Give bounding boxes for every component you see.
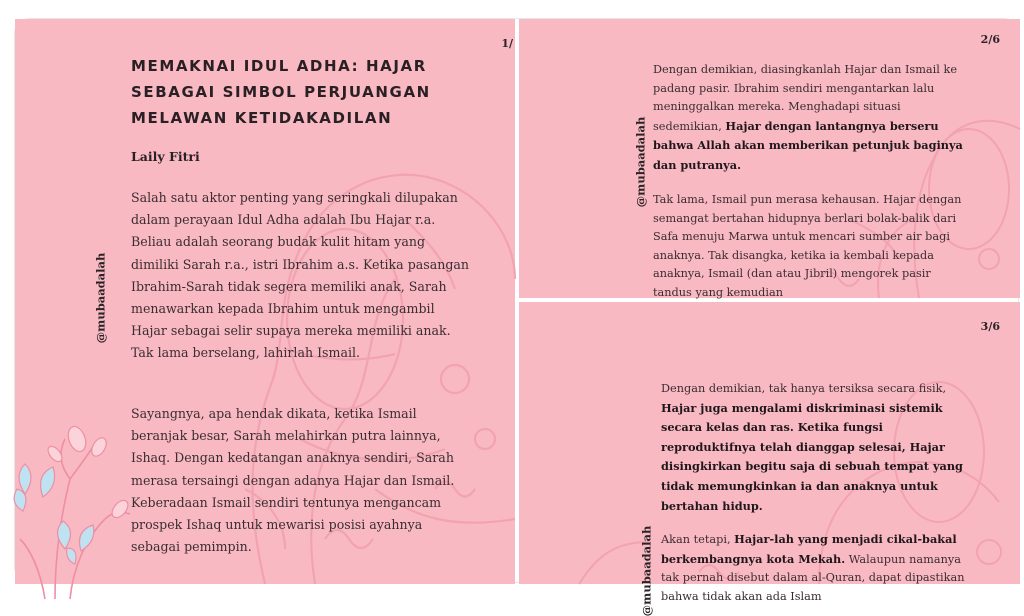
slide-2[interactable] — [519, 19, 1020, 298]
slide-3[interactable] — [519, 302, 1020, 616]
paragraph: Salah satu aktor penting yang seringkali dilupakan dalam perayaan Idul Adha adalah Ibu Hajar r.a. Beliau adalah seorang budak kulit hitam yang dimiliki Sarah r.a., istri Ibrahim a.s. Ketika pasangan Ibrahim-Sarah tidak segera memiliki anak, Sarah menawarkan kepada Ibrahim untuk mengambil Hajar sebagai selir supaya mereka memiliki anak. Tak lama berselang, lahirlah Ismail. — [131, 190, 470, 361]
slide-1[interactable] — [15, 19, 515, 584]
article-author: Laily Fitri — [131, 149, 200, 164]
page-number: 2/6 — [980, 33, 1000, 46]
account-handle: @mubaadalah — [93, 252, 108, 344]
bold-emphasis: Hajar-lah yang menjadi cikal-bakal berkembangnya kota Mekah. — [661, 532, 957, 566]
page-number: 1/ — [501, 37, 513, 50]
paragraph: Dengan demikian, tak hanya tersiksa secara fisik, Hajar juga mengalami diskriminasi sistemik secara kelas dan ras. Ketika fungsi reproduktifnya telah dianggap selesai, Hajar disingkirkan begitu saja di sebuah tempat yang tidak memungkinkan ia dan anaknya untuk bertahan hidup. — [661, 382, 963, 513]
paragraph: Sayangnya, apa hendak dikata, ketika Ismail beranjak besar, Sarah melahirkan putra lainnya, Ishaq. Dengan kedatangan anaknya sendiri, Sarah merasa tersaingi dengan adanya Hajar dan Ismail. Keberadaan Ismail sendiri tentunya mengancam prospek Ishaq untuk mewarisi posisi ayahnya sebagai pemimpin. — [131, 406, 455, 555]
bold-emphasis: Hajar dengan lantangnya berseru bahwa Allah akan memberikan petunjuk baginya dan putranya. — [653, 118, 963, 172]
bold-emphasis: Hajar juga mengalami diskriminasi sistemik secara kelas dan ras. Ketika fungsi reproduktifnya telah dianggap selesai, Hajar disingkirkan begitu saja di sebuah tempat yang tidak memungkinkan ia dan anaknya untuk bertahan hidup. — [661, 400, 963, 513]
paragraph: Dengan demikian, diasingkanlah Hajar dan Ismail ke padang pasir. Ibrahim sendiri mengantarkan lalu meninggalkan mereka. Menghadapi situasi sedemikian, Hajar dengan lantangnya berseru bahwa Allah akan memberikan petunjuk baginya dan putranya. — [653, 63, 963, 172]
paragraph: Tak lama, Ismail pun merasa kehausan. Hajar dengan semangat bertahan hidupnya berlari bolak-balik dari Safa menuju Marwa untuk mencari sumber air bagi anaknya. Tak disangka, ketika ia kembali kepada anaknya, Ismail (dan atau Jibril) mengorek pasir tandus yang kemudian — [653, 193, 962, 299]
account-handle: @mubaadalah — [633, 116, 648, 208]
page-number: 3/6 — [980, 320, 1000, 333]
tweet-image-grid — [14, 18, 1019, 616]
flower-decoration — [15, 399, 135, 599]
account-handle: @mubaadalah — [639, 525, 654, 616]
article-title: MEMAKNAI IDUL ADHA: HAJAR SEBAGAI SIMBOL PERJUANGAN MELAWAN KETIDAKADILAN — [131, 57, 431, 127]
paragraph: Akan tetapi, Hajar-lah yang menjadi cikal-bakal berkembangnya kota Mekah. Walaupun namanya tak pernah disebut dalam al-Quran, dapat dipastikan bahwa tidak akan ada Islam — [661, 532, 965, 603]
